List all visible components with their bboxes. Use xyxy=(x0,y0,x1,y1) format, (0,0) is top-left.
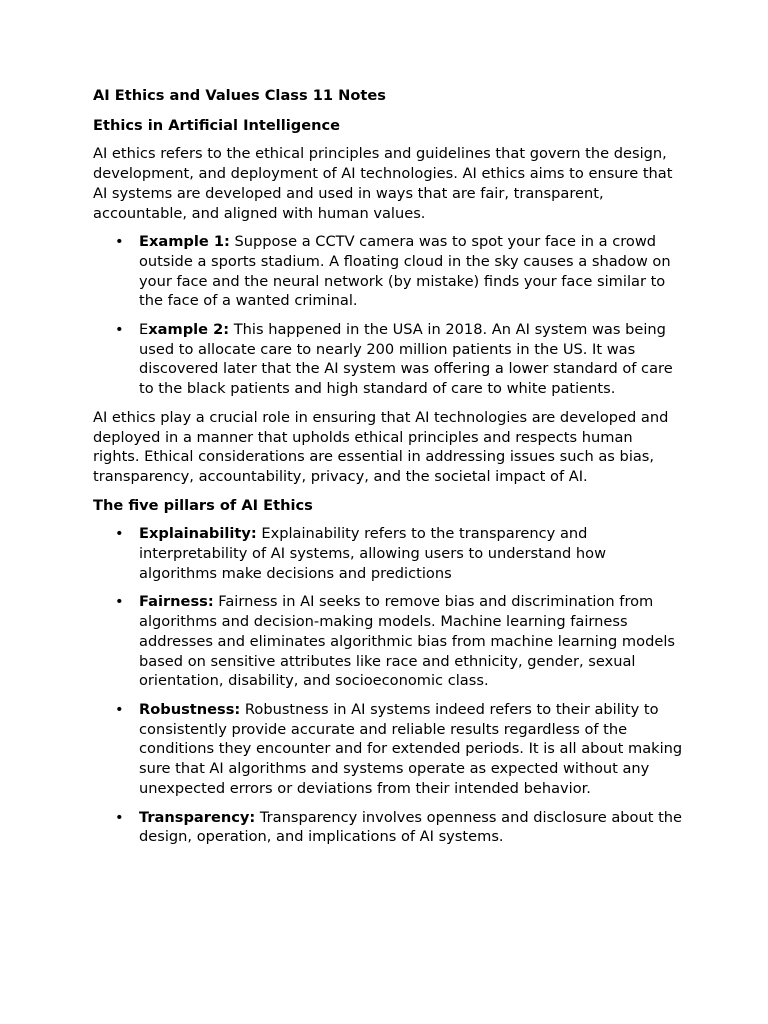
pillar-text: Fairness in AI seeks to remove bias and discrimination from algorithms and decision-making models. Machine learning fairness addresses and eliminates algorithmic bias from machine learning models based on sensitive attributes like race and ethnicity, gender, sexual orientation, disability, and socioeconomic class. xyxy=(139,593,675,690)
pillar-term: Explainability: xyxy=(139,525,257,543)
pillars-heading: The five pillars of AI Ethics xyxy=(93,496,313,514)
role-paragraph: AI ethics play a crucial role in ensuring that AI technologies are developed and deployed in a manner that upholds ethical principles and respects human rights. Ethical considerations are essential in addressing issues such as bias, transparency, accountability, privacy, and the societal impact of AI. xyxy=(93,408,669,485)
pillar-term: Robustness: xyxy=(139,700,241,718)
list-item-example-1 xyxy=(93,232,683,311)
list-item-example-2 xyxy=(93,320,683,399)
pillars-list xyxy=(93,524,683,847)
document-title: AI Ethics and Values Class 11 Notes xyxy=(93,87,386,104)
bullet-icon: • xyxy=(115,321,124,339)
pillar-text: Robustness in AI systems indeed refers to their ability to consistently provide accurate and reliable results regardless of the conditions they encounter and for extended periods. It is all about making sure that AI algorithms and systems operate as expected without any unexpected errors or deviations from their intended behavior. xyxy=(139,700,683,797)
section-heading: Ethics in Artificial Intelligence xyxy=(93,116,341,134)
examples-list xyxy=(93,232,683,399)
pillar-text: Transparency involves openness and disclosure about the design, operation, and implications of AI systems. xyxy=(139,808,683,846)
list-item-explainability xyxy=(93,524,683,583)
example-lead: Example 1: xyxy=(139,233,230,251)
pillar-term: Fairness: xyxy=(139,593,214,611)
bullet-icon: • xyxy=(115,233,124,251)
pillar-term: Transparency: xyxy=(139,808,256,826)
list-item-transparency xyxy=(93,808,683,847)
bullet-icon: • xyxy=(115,525,124,543)
document-page xyxy=(93,86,683,856)
example-text: This happened in the USA in 2018. An AI system was being used to allocate care to nearly 200 million patients in the US. It was discovered later that the AI system was offering a lower standard of care to the black patients and high standard of care to white patients. xyxy=(139,321,673,398)
example-lead: xample 2: xyxy=(148,321,230,339)
pillar-text: Explainability refers to the transparency and interpretability of AI systems, allowing users to understand how algorithms make decisions and predictions xyxy=(139,525,607,582)
bullet-icon: • xyxy=(115,700,124,718)
example-lead-plain: E xyxy=(139,321,149,339)
intro-paragraph: AI ethics refers to the ethical principles and guidelines that govern the design, development, and deployment of AI technologies. AI ethics aims to ensure that AI systems are developed and used in ways that are fair, transparent, accountable, and aligned with human values. xyxy=(93,145,673,222)
example-text: Suppose a CCTV camera was to spot your face in a crowd outside a sports stadium. A floating cloud in the sky causes a shadow on your face and the neural network (by mistake) finds your face similar to the face of a wanted criminal. xyxy=(139,233,671,310)
list-item-fairness xyxy=(93,592,683,691)
bullet-icon: • xyxy=(115,808,124,826)
bullet-icon: • xyxy=(115,593,124,611)
list-item-robustness xyxy=(93,700,683,799)
